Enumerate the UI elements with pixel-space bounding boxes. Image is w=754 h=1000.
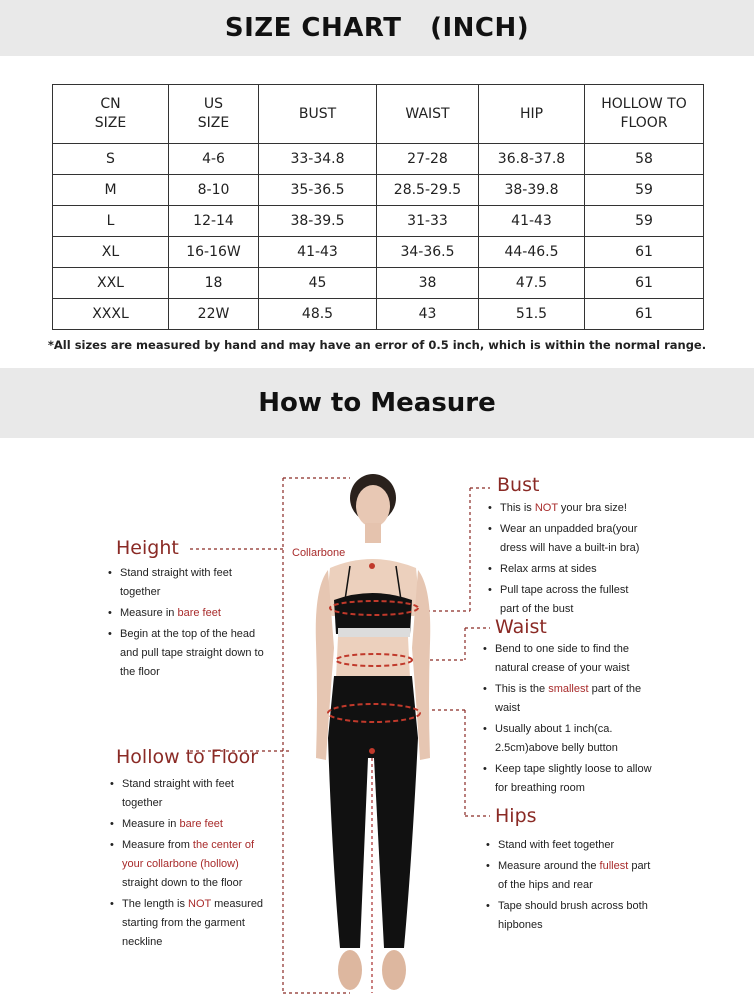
- list-item: • Keep tape slightly loose to allow for breathing room: [483, 760, 653, 798]
- table-cell: 35-36.5: [259, 175, 377, 206]
- table-cell: 36.8-37.8: [479, 144, 585, 175]
- table-cell: 12-14: [169, 206, 259, 237]
- list-item: • Stand straight with feet together: [108, 564, 273, 602]
- table-cell: 59: [585, 206, 704, 237]
- bust-title: Bust: [497, 474, 540, 496]
- table-cell: 4-6: [169, 144, 259, 175]
- list-item: • Stand with feet together: [486, 836, 656, 855]
- column-header-cn-size: CN SIZE: [53, 85, 169, 144]
- table-cell: 47.5: [479, 268, 585, 299]
- table-cell: XXL: [53, 268, 169, 299]
- height-title: Height: [116, 537, 179, 559]
- list-item: • The length is NOT measured starting from the garment neckline: [110, 895, 275, 952]
- hollow-marker: [369, 748, 375, 754]
- hips-title: Hips: [495, 805, 537, 827]
- list-item: • Begin at the top of the head and pull tape straight down to the floor: [108, 625, 273, 682]
- table-cell: 44-46.5: [479, 237, 585, 268]
- table-cell: 43: [377, 299, 479, 330]
- table-cell: 61: [585, 299, 704, 330]
- table-cell: 41-43: [479, 206, 585, 237]
- list-item: • Measure in bare feet: [110, 815, 275, 834]
- hips-list: [486, 836, 656, 937]
- table-cell: 16-16W: [169, 237, 259, 268]
- table-cell: 28.5-29.5: [377, 175, 479, 206]
- table-cell: 33-34.8: [259, 144, 377, 175]
- table-cell: 18: [169, 268, 259, 299]
- measurement-note: *All sizes are measured by hand and may have an error of 0.5 inch, which is within the normal range.: [47, 338, 707, 352]
- list-item: • Measure in bare feet: [108, 604, 273, 623]
- table-cell: 27-28: [377, 144, 479, 175]
- list-item: • Bend to one side to find the natural crease of your waist: [483, 640, 653, 678]
- table-row: [53, 144, 704, 175]
- column-header-waist: WAIST: [377, 85, 479, 144]
- table-cell: M: [53, 175, 169, 206]
- bust-list: [488, 499, 648, 621]
- table-cell: 38: [377, 268, 479, 299]
- table-cell: 48.5: [259, 299, 377, 330]
- list-item: • Stand straight with feet together: [110, 775, 275, 813]
- column-header-hollow-to-floor: HOLLOW TO FLOOR: [585, 85, 704, 144]
- collarbone-label: Collarbone: [292, 547, 346, 559]
- list-item: • This is NOT your bra size!: [488, 499, 648, 518]
- column-header-us-size: US SIZE: [169, 85, 259, 144]
- table-cell: 61: [585, 268, 704, 299]
- table-cell: 34-36.5: [377, 237, 479, 268]
- size-chart-title: SIZE CHART (INCH): [224, 13, 530, 43]
- table-row: [53, 299, 704, 330]
- column-header-hip: HIP: [479, 85, 585, 144]
- size-chart-header: [0, 0, 754, 56]
- table-cell: L: [53, 206, 169, 237]
- table-cell: 61: [585, 237, 704, 268]
- list-item: • Usually about 1 inch(ca. 2.5cm)above belly button: [483, 720, 653, 758]
- collarbone-marker: [369, 563, 375, 569]
- table-cell: 31-33: [377, 206, 479, 237]
- table-cell: XXXL: [53, 299, 169, 330]
- column-header-bust: BUST: [259, 85, 377, 144]
- table-cell: 41-43: [259, 237, 377, 268]
- list-item: • Measure from the center of your collarbone (hollow) straight down to the floor: [110, 836, 275, 893]
- list-item: • Measure around the fullest part of the hips and rear: [486, 857, 656, 895]
- table-cell: 51.5: [479, 299, 585, 330]
- list-item: • This is the smallest part of the waist: [483, 680, 653, 718]
- list-item: • Relax arms at sides: [488, 560, 648, 579]
- measure-diagram: [0, 438, 754, 1000]
- waist-list: [483, 640, 653, 800]
- table-cell: 58: [585, 144, 704, 175]
- table-header-row: [53, 85, 704, 144]
- table-cell: 45: [259, 268, 377, 299]
- table-cell: 59: [585, 175, 704, 206]
- hollow-title: Hollow to Floor: [116, 746, 259, 768]
- table-cell: 22W: [169, 299, 259, 330]
- how-to-measure-title: How to Measure: [258, 388, 496, 418]
- list-item: • Pull tape across the fullest part of the bust: [488, 581, 648, 619]
- table-row: [53, 237, 704, 268]
- list-item: • Tape should brush across both hipbones: [486, 897, 656, 935]
- table-cell: 8-10: [169, 175, 259, 206]
- how-to-measure-header: [0, 368, 754, 438]
- size-table: [52, 84, 704, 330]
- list-item: • Wear an unpadded bra(your dress will have a built-in bra): [488, 520, 648, 558]
- table-cell: XL: [53, 237, 169, 268]
- table-row: [53, 268, 704, 299]
- table-cell: 38-39.5: [259, 206, 377, 237]
- waist-title: Waist: [495, 616, 547, 638]
- table-cell: 38-39.8: [479, 175, 585, 206]
- table-cell: S: [53, 144, 169, 175]
- height-list: [108, 564, 273, 684]
- hollow-list: [110, 775, 275, 954]
- table-row: [53, 206, 704, 237]
- table-row: [53, 175, 704, 206]
